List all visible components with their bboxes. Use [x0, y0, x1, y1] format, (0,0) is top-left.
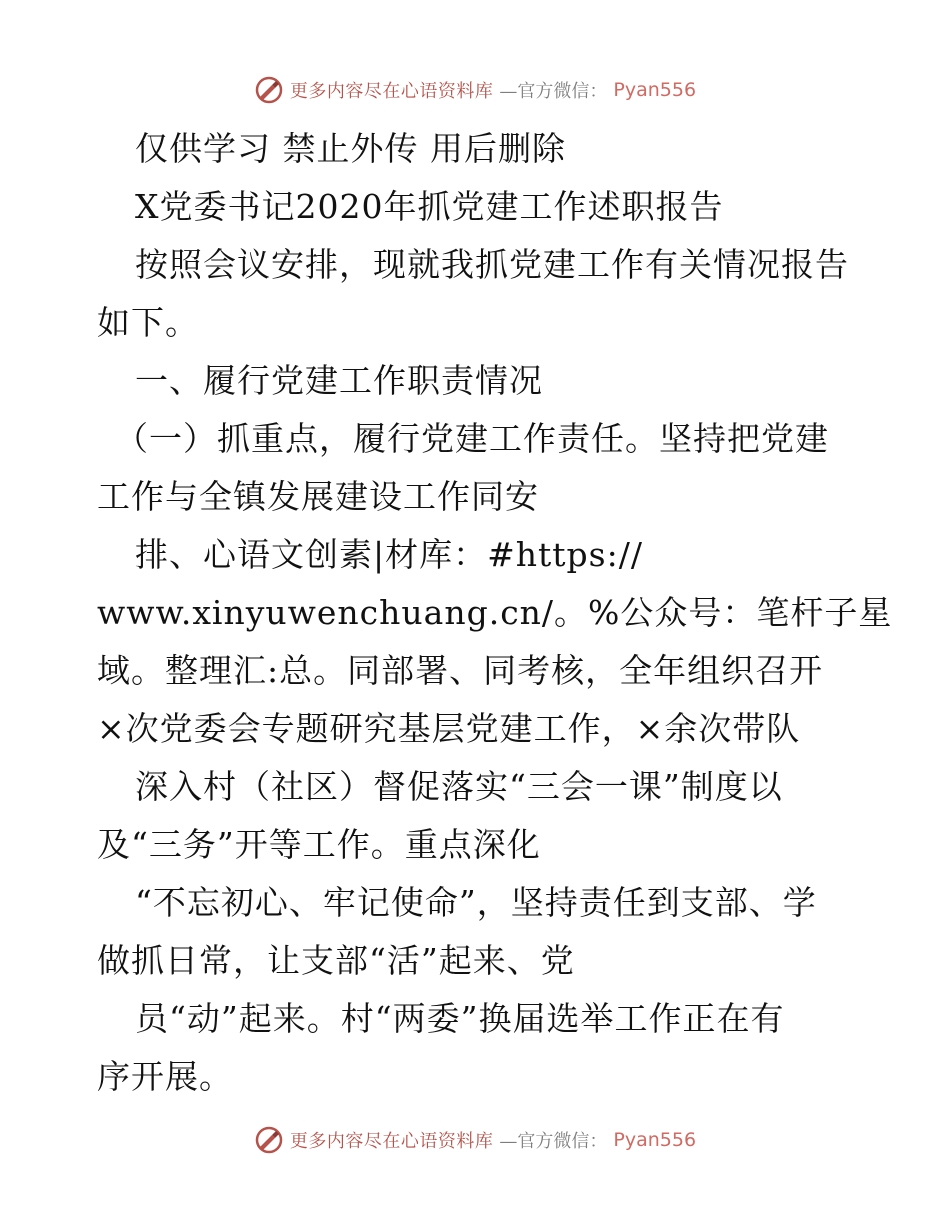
paragraph-line: 做抓日常，让支部“活”起来、党 [97, 941, 575, 980]
paragraph-line: 按照会议安排，现就我抓党建工作有关情况报告 [135, 245, 849, 284]
paragraph-line: （一）抓重点，履行党建工作责任。坚持把党建 [115, 419, 829, 458]
footer-wechat-id: Pyan556 [613, 1129, 697, 1151]
paragraph-line: 域。整理汇:总。同部署、同考核，全年组织召开 [97, 651, 824, 690]
header-wechat-id: Pyan556 [613, 79, 697, 101]
pen-logo-icon [254, 1125, 284, 1155]
paragraph-line: ×次党委会专题研究基层党建工作，×余次带队 [97, 709, 801, 748]
section-heading: 一、履行党建工作职责情况 [135, 361, 543, 400]
document-body [97, 120, 893, 1106]
header-brand: 更多内容尽在心语资料库 [289, 81, 494, 102]
header-watermark [0, 70, 950, 110]
footer-brand: 更多内容尽在心语资料库 [289, 1131, 494, 1152]
footer-wechat-label: —官方微信： [499, 1131, 608, 1152]
pen-logo-icon [254, 75, 284, 105]
paragraph-line: 序开展。 [97, 1057, 233, 1096]
document-title: X党委书记2020年抓党建工作述职报告 [135, 187, 724, 226]
paragraph-line: “不忘初心、牢记使命”，坚持责任到支部、学 [135, 883, 817, 922]
paragraph-line: 深入村（社区）督促落实“三会一课”制度以 [135, 767, 783, 806]
footer-watermark [0, 1120, 950, 1160]
header-wechat-label: —官方微信： [499, 81, 608, 102]
paragraph-line: www.xinyuwenchuang.cn/。%公众号：笔杆子星 [97, 593, 893, 632]
notice-line: 仅供学习 禁止外传 用后删除 [135, 129, 566, 168]
paragraph-line: 员“动”起来。村“两委”换届选举工作正在有 [135, 999, 785, 1038]
paragraph-line: 如下。 [97, 303, 199, 342]
paragraph-line: 工作与全镇发展建设工作同安 [97, 477, 539, 516]
paragraph-line: 及“三务”开等工作。重点深化 [97, 825, 541, 864]
paragraph-line: 排、心语文创素|材库：#https:// [135, 535, 643, 574]
